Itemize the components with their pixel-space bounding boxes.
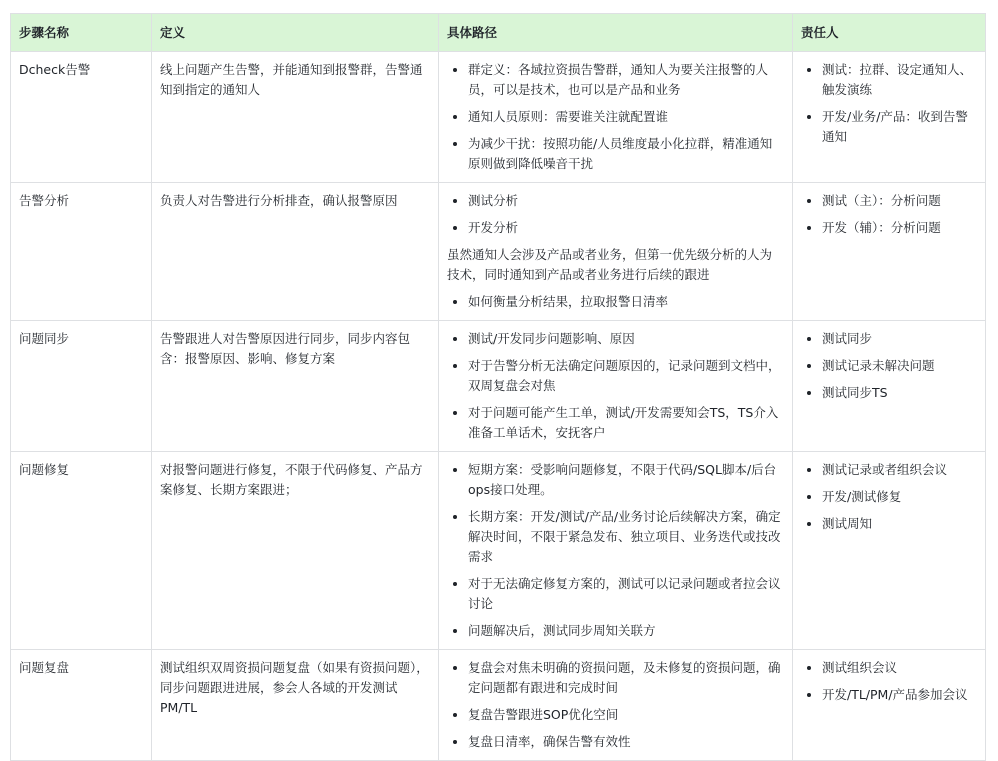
list-item: 开发/测试修复	[801, 487, 977, 507]
step-cell: 问题修复	[11, 452, 152, 650]
list-item: 复盘日清率，确保告警有效性	[447, 732, 784, 752]
path-cell	[439, 183, 793, 321]
table-row	[11, 452, 986, 650]
list-item: 复盘会对焦未明确的资损问题，及未修复的资损问题，确定问题都有跟进和完成时间	[447, 658, 784, 698]
definition-cell: 告警跟进人对告警原因进行同步，同步内容包含：报警原因、影响、修复方案	[152, 321, 439, 452]
list-item: 测试组织会议	[801, 658, 977, 678]
table-row	[11, 183, 986, 321]
list-item: 问题解决后，测试同步周知关联方	[447, 621, 784, 641]
path-list	[447, 191, 784, 238]
list-item: 测试分析	[447, 191, 784, 211]
list-item: 开发分析	[447, 218, 784, 238]
owner-cell	[793, 650, 986, 761]
owner-list	[801, 460, 977, 534]
list-item: 通知人员原则：需要谁关注就配置谁	[447, 107, 784, 127]
process-table-container	[10, 13, 985, 761]
owner-cell	[793, 183, 986, 321]
path-list	[447, 658, 784, 752]
list-item: 短期方案：受影响问题修复，不限于代码/SQL脚本/后台ops接口处理。	[447, 460, 784, 500]
list-item: 对于告警分析无法确定问题原因的，记录问题到文档中，双周复盘会对焦	[447, 356, 784, 396]
header-owner: 责任人	[793, 14, 986, 52]
list-item: 开发（辅）：分析问题	[801, 218, 977, 238]
step-cell: 告警分析	[11, 183, 152, 321]
header-definition: 定义	[152, 14, 439, 52]
list-item: 对于无法确定修复方案的，测试可以记录问题或者拉会议讨论	[447, 574, 784, 614]
list-item: 测试同步	[801, 329, 977, 349]
header-path: 具体路径	[439, 14, 793, 52]
list-item: 为减少干扰：按照功能/人员维度最小化拉群，精准通知原则做到降低噪音干扰	[447, 134, 784, 174]
step-cell: Dcheck告警	[11, 52, 152, 183]
list-item: 开发/TL/PM/产品参加会议	[801, 685, 977, 705]
owner-list	[801, 191, 977, 238]
list-item: 测试/开发同步问题影响、原因	[447, 329, 784, 349]
list-item: 长期方案：开发/测试/产品/业务讨论后续解决方案，确定解决时间，不限于紧急发布、独立项目、业务迭代或技改需求	[447, 507, 784, 567]
owner-cell	[793, 452, 986, 650]
step-cell: 问题复盘	[11, 650, 152, 761]
list-item: 测试记录未解决问题	[801, 356, 977, 376]
process-table	[10, 13, 986, 761]
list-item: 测试（主）：分析问题	[801, 191, 977, 211]
table-header-row	[11, 14, 986, 52]
list-item: 群定义：各域拉资损告警群，通知人为要关注报警的人员，可以是技术，也可以是产品和业务	[447, 60, 784, 100]
table-row	[11, 321, 986, 452]
definition-cell: 测试组织双周资损问题复盘（如果有资损问题），同步问题跟进进展，参会人各域的开发测试PM/TL	[152, 650, 439, 761]
step-cell: 问题同步	[11, 321, 152, 452]
path-list	[447, 60, 784, 174]
list-item: 测试周知	[801, 514, 977, 534]
owner-list	[801, 658, 977, 705]
table-row	[11, 52, 986, 183]
list-item: 开发/业务/产品：收到告警通知	[801, 107, 977, 147]
owner-list	[801, 60, 977, 147]
header-step: 步骤名称	[11, 14, 152, 52]
list-item: 如何衡量分析结果，拉取报警日清率	[447, 292, 784, 312]
path-list	[447, 460, 784, 641]
path-cell	[439, 452, 793, 650]
path-list	[447, 329, 784, 443]
owner-cell	[793, 321, 986, 452]
list-item: 测试记录或者组织会议	[801, 460, 977, 480]
definition-cell: 对报警问题进行修复，不限于代码修复、产品方案修复、长期方案跟进；	[152, 452, 439, 650]
definition-cell: 负责人对告警进行分析排查，确认报警原因	[152, 183, 439, 321]
list-item: 复盘告警跟进SOP优化空间	[447, 705, 784, 725]
path-cell	[439, 321, 793, 452]
path-note: 虽然通知人会涉及产品或者业务，但第一优先级分析的人为技术，同时通知到产品或者业务进行后续的跟进	[447, 247, 773, 282]
owner-cell	[793, 52, 986, 183]
path-list	[447, 292, 784, 312]
definition-cell: 线上问题产生告警，并能通知到报警群，告警通知到指定的通知人	[152, 52, 439, 183]
owner-list	[801, 329, 977, 403]
list-item: 测试：拉群、设定通知人、触发演练	[801, 60, 977, 100]
list-item: 测试同步TS	[801, 383, 977, 403]
path-cell	[439, 650, 793, 761]
list-item: 对于问题可能产生工单，测试/开发需要知会TS，TS介入准备工单话术，安抚客户	[447, 403, 784, 443]
table-row	[11, 650, 986, 761]
path-cell	[439, 52, 793, 183]
